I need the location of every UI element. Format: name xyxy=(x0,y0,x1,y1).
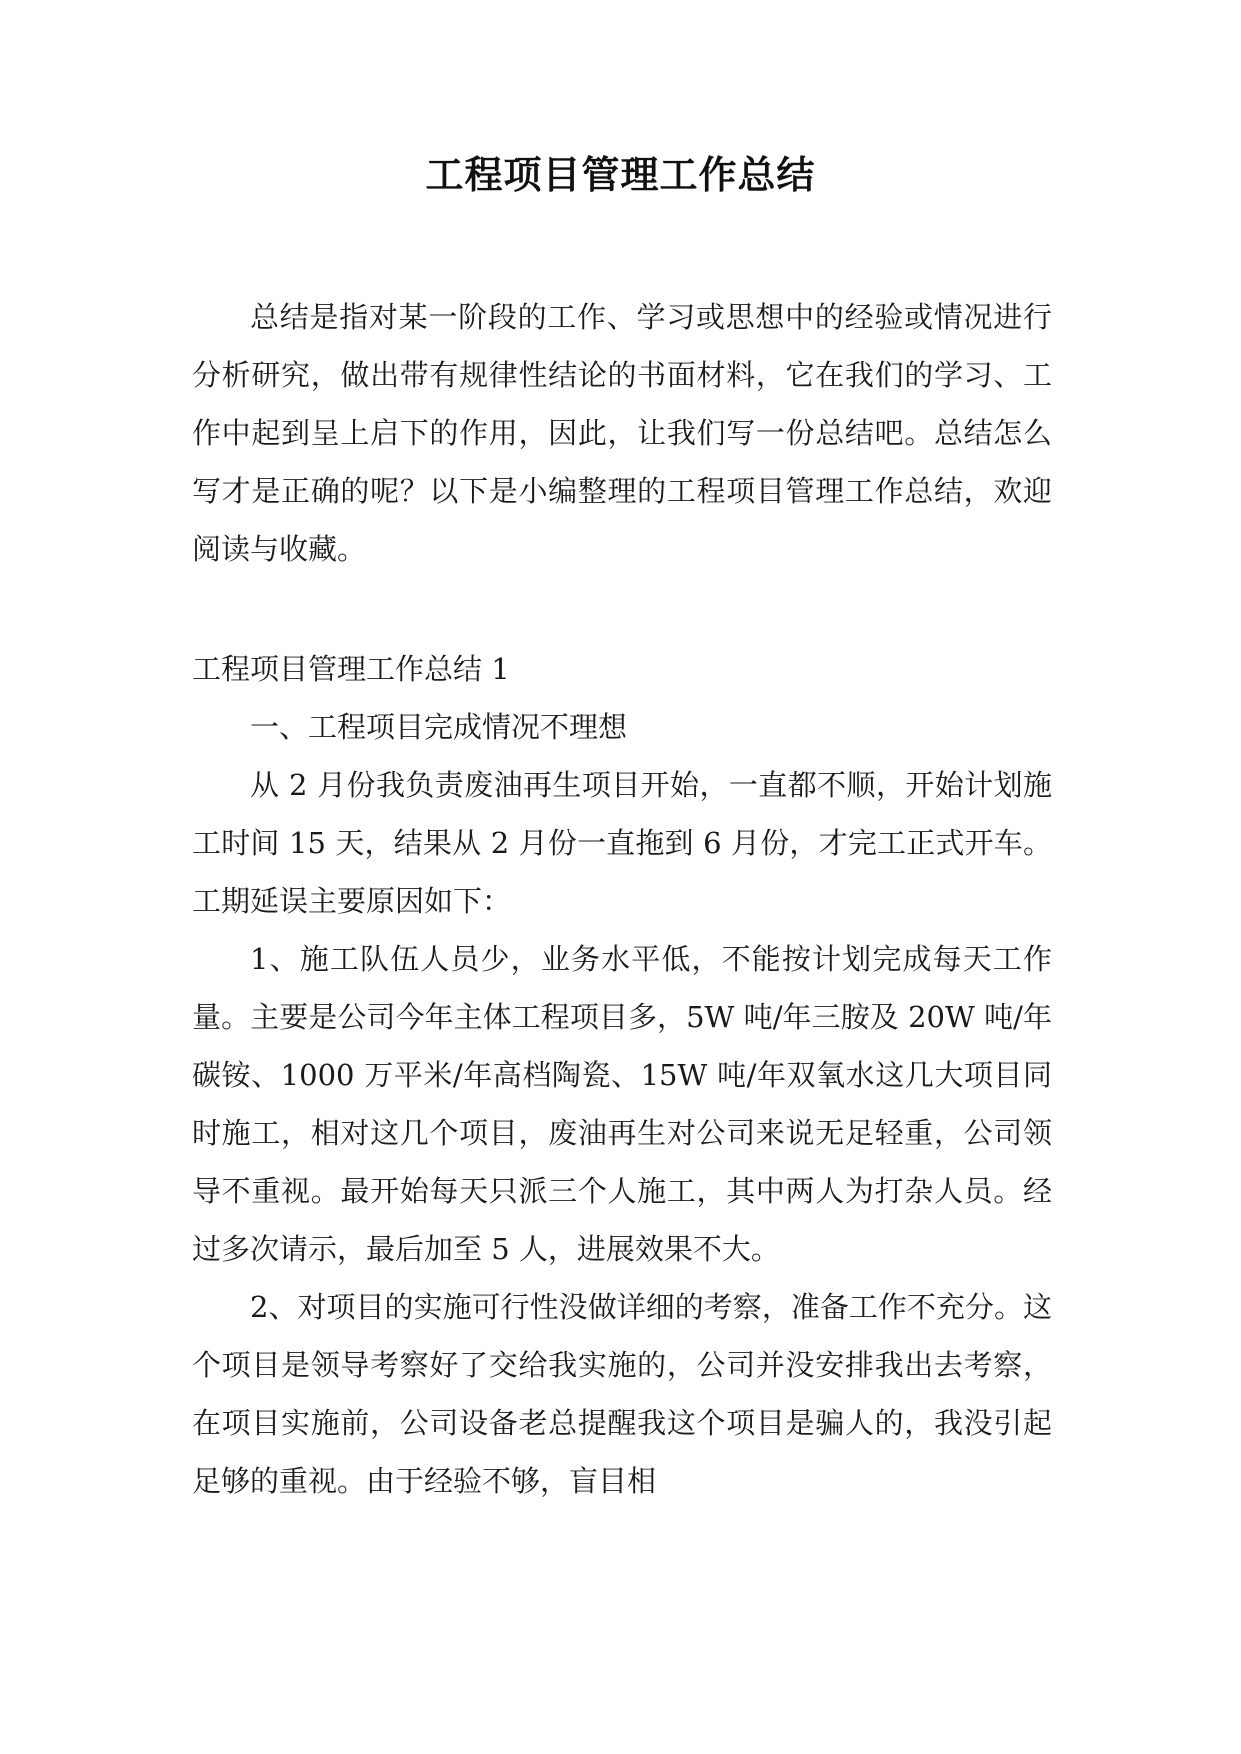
intro-block xyxy=(192,288,1052,578)
section-heading: 工程项目管理工作总结 1 xyxy=(192,652,510,686)
section-block xyxy=(192,640,1052,1510)
subheading: 一、工程项目完成情况不理想 xyxy=(250,710,628,744)
body-paragraph-2: 1、施工队伍人员少，业务水平低，不能按计划完成每天工作量。主要是公司今年主体工程项目多，5W 吨/年三胺及 20W 吨/年碳铵、1000 万平米/年高档陶瓷、15W 吨/年双氧水这几大项目同时施工，相对这几个项目，废油再生对公司来说无足轻重，公司领导不重视。最开始每天只派三个人施工，其中两人为打杂人员。经过多次请示，最后加至 5 人，进展效果不大。 xyxy=(192,942,1052,1266)
intro-paragraph: 总结是指对某一阶段的工作、学习或思想中的经验或情况进行分析研究，做出带有规律性结论的书面材料，它在我们的学习、工作中起到呈上启下的作用，因此，让我们写一份总结吧。总结怎么写才是正确的呢？以下是小编整理的工程项目管理工作总结，欢迎阅读与收藏。 xyxy=(192,300,1052,566)
body-paragraph-3: 2、对项目的实施可行性没做详细的考察，准备工作不充分。这个项目是领导考察好了交给我实施的，公司并没安排我出去考察，在项目实施前，公司设备老总提醒我这个项目是骗人的，我没引起足够的重视。由于经验不够，盲目相 xyxy=(192,1290,1052,1498)
body-paragraph-1: 从 2 月份我负责废油再生项目开始，一直都不顺，开始计划施工时间 15 天，结果从 2 月份一直拖到 6 月份，才完工正式开车。工期延误主要原因如下： xyxy=(192,768,1052,918)
document-title: 工程项目管理工作总结 xyxy=(425,153,816,197)
